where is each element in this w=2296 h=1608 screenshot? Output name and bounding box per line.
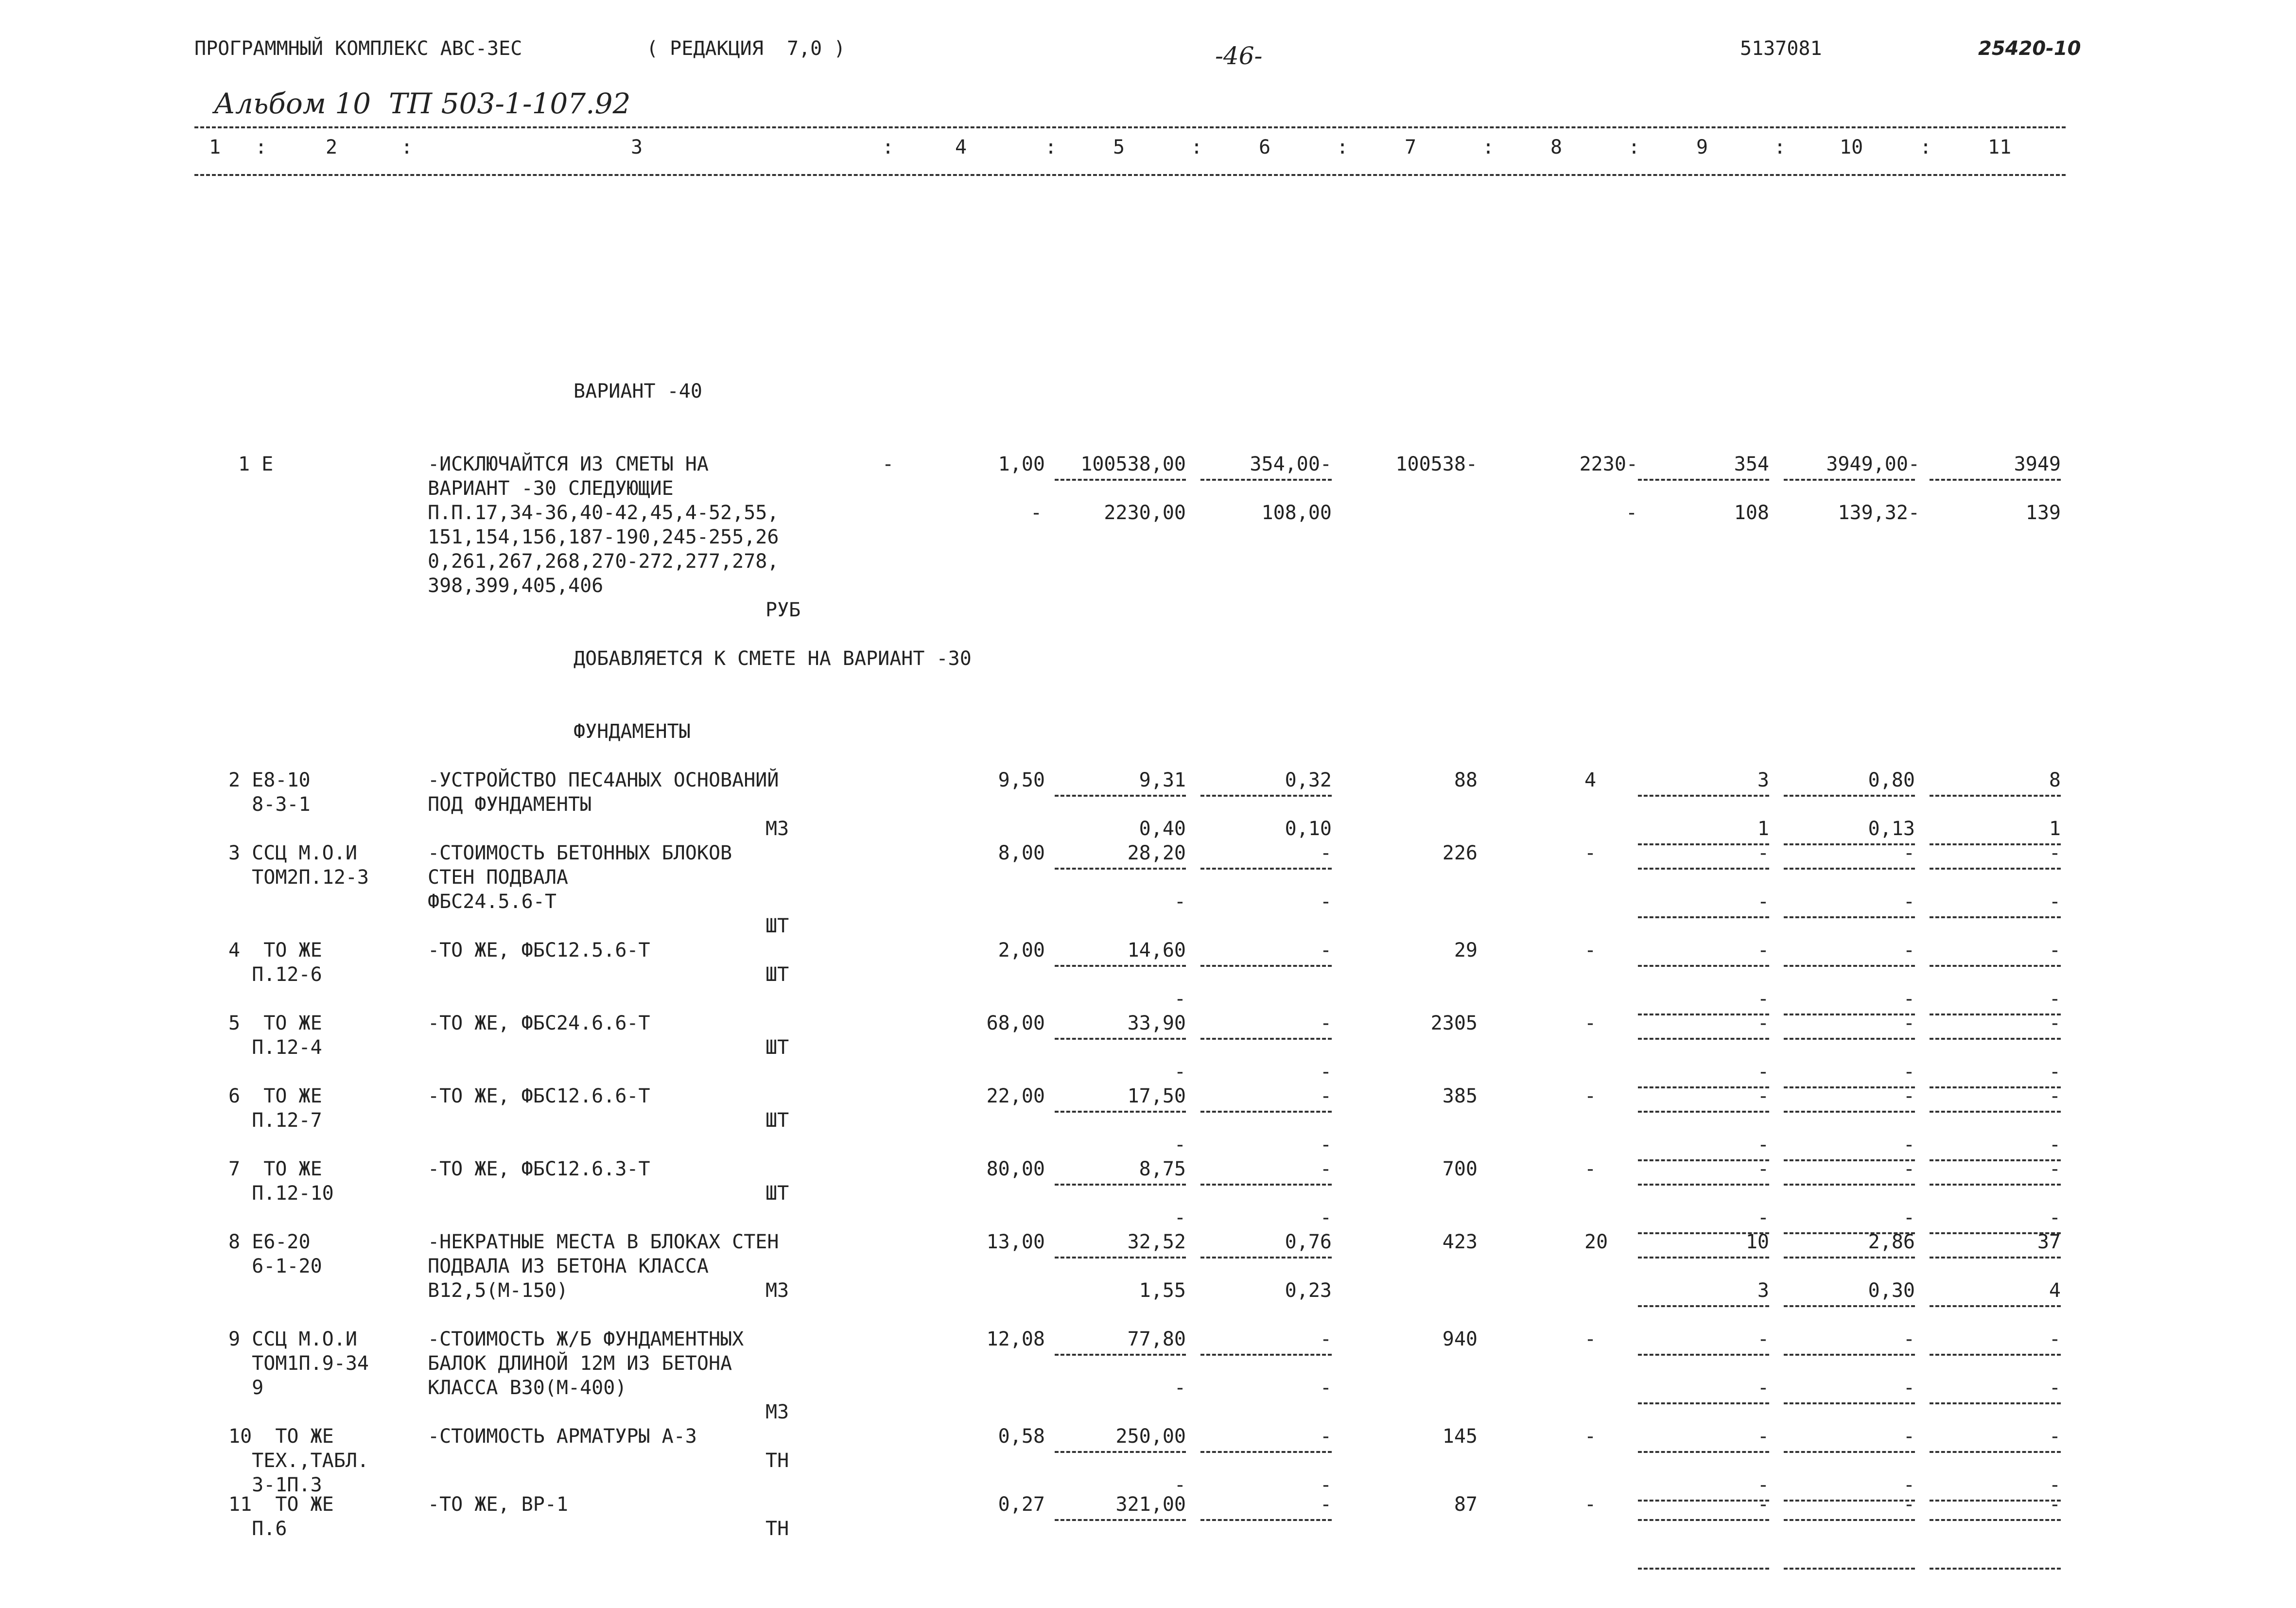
cell-col8: -	[1584, 842, 1597, 864]
cell-divider	[1200, 795, 1332, 797]
col-header: 10	[1840, 136, 1863, 158]
cell-col8: 20	[1584, 1231, 1608, 1253]
cell-divider	[1200, 1257, 1332, 1258]
row-description: -СТОИМОСТЬ Ж/Б ФУНДАМЕНТНЫХ БАЛОК ДЛИНОЙ 12М ИЗ БЕТОНА КЛАССА В30(М-400)	[428, 1328, 744, 1399]
cell-col9-sub: -	[1757, 1061, 1769, 1083]
cell-divider	[1930, 1257, 2061, 1258]
cell-col11: -	[2049, 939, 2061, 961]
cell-divider	[1784, 868, 1915, 870]
row-unit: ШТ	[765, 1036, 789, 1059]
cell-divider	[1638, 868, 1769, 870]
cell-col9-sub: -	[1757, 1377, 1769, 1399]
cell-divider	[1930, 1451, 2061, 1453]
cell-divider	[1930, 1402, 2061, 1404]
program-name: ПРОГРАММНЫЙ КОМПЛЕКС АВС-3ЕС	[194, 37, 522, 60]
cell-col9: -	[1757, 1328, 1769, 1350]
row-unit: ТН	[765, 1518, 789, 1540]
cell-col5-sub: -	[1174, 988, 1186, 1010]
row-code: 11 ТО ЖЕ П.6	[228, 1493, 334, 1540]
cell-col6: -	[1320, 1493, 1332, 1516]
cell-col8: -	[1584, 1328, 1597, 1350]
cell-col6-sub: -	[1320, 1474, 1332, 1496]
row-code: 9 ССЦ М.О.И ТОМ1П.9-34 9	[228, 1328, 369, 1399]
cell-col7: 145	[1442, 1425, 1478, 1448]
col-header: 5	[1113, 136, 1125, 158]
row-unit: ШТ	[765, 1109, 789, 1132]
row-quantity: 0,27	[998, 1493, 1045, 1516]
cell-divider	[1930, 1111, 2061, 1113]
cell-col9: -	[1757, 1085, 1769, 1107]
cell-col10: -	[1903, 939, 1915, 961]
cell-col6-sub: -	[1320, 891, 1332, 913]
cell-col6-sub: -	[1320, 1134, 1332, 1156]
cell-col11-sub: -	[2049, 1134, 2061, 1156]
row-unit: М3	[765, 1279, 789, 1302]
cell-col5: 17,50	[1127, 1085, 1186, 1107]
row-quantity: 8,00	[998, 842, 1045, 864]
cell-divider	[1638, 1305, 1769, 1307]
row-code: 3 ССЦ М.О.И ТОМ2П.12-3	[228, 842, 369, 889]
cell-col10: 2,86	[1868, 1231, 1915, 1253]
cell-divider	[1055, 1184, 1186, 1186]
cell-col10: -	[1903, 1328, 1915, 1350]
cell-col7: 226	[1442, 842, 1478, 864]
cell-col5-sub: 0,40	[1139, 818, 1186, 840]
header-rule-top	[194, 126, 2066, 128]
cell-col6-sub: -	[1320, 1206, 1332, 1229]
cell-col7: 700	[1442, 1158, 1478, 1180]
cell-col10-sub: 0,13	[1868, 818, 1915, 840]
col-header: 7	[1405, 136, 1417, 158]
cell-col7: 87	[1454, 1493, 1478, 1516]
cell-col6: 0,76	[1285, 1231, 1332, 1253]
cell-col10: -	[1903, 1012, 1915, 1034]
cell-col6: -	[1320, 1425, 1332, 1448]
row-quantity: 13,00	[986, 1231, 1045, 1253]
cell-divider	[1638, 1257, 1769, 1258]
cell-col9-sub: -	[1757, 1134, 1769, 1156]
cell-col5: 77,80	[1127, 1328, 1186, 1350]
row-description: -ТО ЖЕ, ФБС12.5.6-Т	[428, 939, 650, 961]
cell-col9: 3	[1757, 769, 1769, 791]
cell-col11-sub: 4	[2049, 1279, 2061, 1302]
cell-col6: -	[1320, 939, 1332, 961]
album-reference: Альбом 10 ТП 503-1-107.92	[214, 87, 631, 120]
cell-col10-sub: -	[1903, 1134, 1915, 1156]
cell-divider	[1930, 795, 2061, 797]
cell-divider	[1200, 1184, 1332, 1186]
cell-col8: -	[1584, 1085, 1597, 1107]
cell-col11: -	[2049, 1158, 2061, 1180]
cell-divider	[1055, 1519, 1186, 1521]
cell-divider	[1784, 1305, 1915, 1307]
cell-divider	[1930, 1305, 2061, 1307]
cell-col11-sub: -	[2049, 1061, 2061, 1083]
cell-col8: -	[1584, 1012, 1597, 1034]
section-title: ФУНДАМЕНТЫ	[574, 720, 691, 743]
cell-col11-sub: 1	[2049, 818, 2061, 840]
col-header: 1	[209, 136, 221, 158]
cell-divider	[1200, 1038, 1332, 1040]
cell-col10-sub: -	[1903, 1206, 1915, 1229]
row-unit: М3	[765, 818, 789, 840]
cell-col7: 385	[1442, 1085, 1478, 1107]
cell-col11-sub: -	[2049, 1474, 2061, 1496]
cell-col11-sub: -	[2049, 988, 2061, 1010]
cell-col9-sub: -	[1757, 891, 1769, 913]
cell-col6: -	[1320, 1085, 1332, 1107]
col-header: 6	[1259, 136, 1271, 158]
cell-col9-sub: -	[1757, 1474, 1769, 1496]
cell-col5-sub: 1,55	[1139, 1279, 1186, 1302]
cell-col11: -	[2049, 1085, 2061, 1107]
cell-divider	[1055, 795, 1186, 797]
col-header: 2	[326, 136, 338, 158]
cell-col7: 2305	[1430, 1012, 1478, 1034]
cell-divider	[1200, 1111, 1332, 1113]
cell-col9: -	[1757, 842, 1769, 864]
cell-divider	[1055, 868, 1186, 870]
cell-col9: -	[1757, 1425, 1769, 1448]
cell-divider	[1638, 1519, 1769, 1521]
cell-divider	[1055, 1257, 1186, 1258]
row-description: -ИСКЛЮЧАЙТСЯ ИЗ СМЕТЫ НА ВАРИАНТ -30 СЛЕДУЮЩИЕ П.П.17,34-36,40-42,45,4-52,55, 151,154,156,187-190,245-255,26 0,261,267,268,270-272,277,278, 398,399,405,406	[428, 453, 779, 597]
cell-col5: 28,20	[1127, 842, 1186, 864]
cell-col11-sub: -	[2049, 1377, 2061, 1399]
row-code: 7 ТО ЖЕ П.12-10	[228, 1158, 334, 1205]
cell-col10: -	[1903, 842, 1915, 864]
row-quantity: 1,00	[998, 453, 1045, 475]
cell-col5: 9,31	[1139, 769, 1186, 791]
cell-col11-sub: -	[2049, 891, 2061, 913]
row-quantity: 9,50	[998, 769, 1045, 791]
cell-divider	[1638, 916, 1769, 918]
cell-col6-sub: -	[1320, 1061, 1332, 1083]
row-code: 8 Е6-20 6-1-20	[228, 1231, 322, 1277]
row-description: -СТОИМОСТЬ АРМАТУРЫ А-3	[428, 1425, 697, 1448]
row-quantity: 12,08	[986, 1328, 1045, 1350]
doc-code: 5137081	[1740, 37, 1822, 60]
cell-col5: 33,90	[1127, 1012, 1186, 1034]
cell-col10-sub: 0,30	[1868, 1279, 1915, 1302]
cell-divider	[1055, 1354, 1186, 1356]
row-code: 10 ТО ЖЕ ТЕХ.,ТАБЛ. 3-1П.3	[228, 1425, 369, 1496]
added-section-title: ДОБАВЛЯЕТСЯ К СМЕТЕ НА ВАРИАНТ -30	[574, 647, 972, 670]
row-unit: ШТ	[765, 963, 789, 986]
cell-divider	[1784, 1354, 1915, 1356]
cell-divider	[1638, 795, 1769, 797]
cell-col6: -	[1320, 842, 1332, 864]
cell-divider	[1200, 1519, 1332, 1521]
col-header: 3	[631, 136, 643, 158]
col-header: 8	[1550, 136, 1563, 158]
cell-col5-sub: -	[1174, 1134, 1186, 1156]
row-quantity: 22,00	[986, 1085, 1045, 1107]
cell-col11: 8	[2049, 769, 2061, 791]
row-code: 4 ТО ЖЕ П.12-6	[228, 939, 322, 986]
cell-divider	[1784, 1111, 1915, 1113]
cell-col11: -	[2049, 842, 2061, 864]
col-header: 4	[955, 136, 967, 158]
row-unit: М3	[765, 1401, 789, 1423]
cell-divider	[1638, 1451, 1769, 1453]
cell-col8: -	[1584, 1425, 1597, 1448]
cell-col6: -	[1320, 1158, 1332, 1180]
cell-divider	[1638, 1038, 1769, 1040]
cell-col9: 10	[1745, 1231, 1769, 1253]
row-description: -УСТРОЙСТВО ПЕС4АНЫХ ОСНОВАНИЙ ПОД ФУНДАМЕНТЫ	[428, 769, 779, 816]
cell-divider	[1930, 1038, 2061, 1040]
row-description: -ТО ЖЕ, ФБС12.6.3-Т	[428, 1158, 650, 1180]
cell-col9: -	[1757, 1158, 1769, 1180]
cell-divider	[1784, 1184, 1915, 1186]
cell-col9-sub: -	[1757, 1206, 1769, 1229]
row-description: -ТО ЖЕ, ВР-1	[428, 1493, 568, 1516]
cell-col6-sub: -	[1320, 1377, 1332, 1399]
cell-col5-sub: -	[1174, 1377, 1186, 1399]
cell-col9: -	[1757, 939, 1769, 961]
cell-divider	[1055, 1111, 1186, 1113]
cell-col10: -	[1903, 1425, 1915, 1448]
cell-col8: -	[1584, 1493, 1597, 1516]
cell-divider	[1784, 1402, 1915, 1404]
cell-col10-sub: -	[1903, 988, 1915, 1010]
cell-col10-sub: -	[1903, 1061, 1915, 1083]
cell-divider	[1055, 965, 1186, 967]
cell-divider	[1784, 795, 1915, 797]
cell-divider	[1784, 1519, 1915, 1521]
cell-col6: -	[1320, 1328, 1332, 1350]
cell-col6-sub: 0,10	[1285, 818, 1332, 840]
cell-divider	[1784, 1451, 1915, 1453]
cell-divider	[1930, 965, 2061, 967]
cell-col6: -	[1320, 1012, 1332, 1034]
variant-title: ВАРИАНТ -40	[574, 380, 702, 402]
cell-divider	[1784, 965, 1915, 967]
cell-divider	[1784, 1257, 1915, 1258]
cell-col11: -	[2049, 1328, 2061, 1350]
cell-divider	[1930, 1184, 2061, 1186]
cell-divider	[1930, 868, 2061, 870]
cell-col11: -	[2049, 1012, 2061, 1034]
cell-divider	[1930, 916, 2061, 918]
cell-col7: 423	[1442, 1231, 1478, 1253]
cell-divider	[1638, 1111, 1769, 1113]
cell-col9: -	[1757, 1493, 1769, 1516]
cell-col9-sub: 1	[1757, 818, 1769, 840]
cell-col8: -	[1584, 939, 1597, 961]
cell-divider	[1638, 1184, 1769, 1186]
row-quantity: 0,58	[998, 1425, 1045, 1448]
cell-col7: 29	[1454, 939, 1478, 961]
cell-divider	[1930, 1354, 2061, 1356]
row-description: -ТО ЖЕ, ФБС12.6.6-Т	[428, 1085, 650, 1107]
cell-col10-sub: -	[1903, 1377, 1915, 1399]
cell-col11: -	[2049, 1493, 2061, 1516]
cell-col5-sub: -	[1174, 1474, 1186, 1496]
cell-col9-sub: -	[1757, 988, 1769, 1010]
cell-col10-sub: -	[1903, 891, 1915, 913]
cell-divider	[1784, 916, 1915, 918]
cell-col10: -	[1903, 1085, 1915, 1107]
cell-col6: 0,32	[1285, 769, 1332, 791]
cell-col5-sub: -	[1174, 1061, 1186, 1083]
cell-col9-sub: 3	[1757, 1279, 1769, 1302]
cell-divider	[1638, 1568, 1769, 1570]
row-code: 5 ТО ЖЕ П.12-4	[228, 1012, 322, 1059]
cell-col5: 250,00	[1115, 1425, 1186, 1448]
page-number: -46-	[1215, 42, 1263, 70]
col-header: 11	[1988, 136, 2012, 158]
cell-col6-sub: 0,23	[1285, 1279, 1332, 1302]
row-code: 2 Е8-10 8-3-1	[228, 769, 311, 816]
cell-divider	[1055, 1451, 1186, 1453]
cell-divider	[1930, 1568, 2061, 1570]
cell-divider	[1200, 965, 1332, 967]
row-description: -ТО ЖЕ, ФБС24.6.6-Т	[428, 1012, 650, 1034]
cell-divider	[1200, 1451, 1332, 1453]
cell-divider	[1784, 1568, 1915, 1570]
cell-col10: -	[1903, 1158, 1915, 1180]
cell-divider	[1784, 1038, 1915, 1040]
row-unit: ШТ	[765, 1182, 789, 1205]
header-rule-bottom	[194, 174, 2066, 176]
row-code: 6 ТО ЖЕ П.12-7	[228, 1085, 322, 1132]
cell-col7: 940	[1442, 1328, 1478, 1350]
cell-divider	[1638, 965, 1769, 967]
cell-divider	[1055, 1038, 1186, 1040]
cell-divider	[1638, 1402, 1769, 1404]
archive-stamp: 25420-10	[1978, 37, 2081, 60]
edition-label: ( РЕДАКЦИЯ 7,0 )	[646, 37, 846, 60]
row-quantity: 80,00	[986, 1158, 1045, 1180]
cell-col8: -	[1584, 1158, 1597, 1180]
row-quantity: 68,00	[986, 1012, 1045, 1034]
cell-col11-sub: -	[2049, 1206, 2061, 1229]
row-unit: РУБ	[765, 599, 801, 621]
row-description: -СТОИМОСТЬ БЕТОННЫХ БЛОКОВ СТЕН ПОДВАЛА ФБС24.5.6-Т	[428, 842, 732, 913]
cell-col10-sub: -	[1903, 1474, 1915, 1496]
cell-divider	[1638, 1354, 1769, 1356]
cell-col11: -	[2049, 1425, 2061, 1448]
cell-col11: 37	[2037, 1231, 2061, 1253]
cell-divider	[1200, 1354, 1332, 1356]
row-quantity: 2,00	[998, 939, 1045, 961]
cell-col5: 14,60	[1127, 939, 1186, 961]
cell-col7: 88	[1454, 769, 1478, 791]
cell-divider	[1930, 1519, 2061, 1521]
cell-col9: -	[1757, 1012, 1769, 1034]
row-unit: ТН	[765, 1450, 789, 1472]
row-description: -НЕКРАТНЫЕ МЕСТА В БЛОКАХ СТЕН ПОДВАЛА ИЗ БЕТОНА КЛАССА В12,5(М-150)	[428, 1231, 779, 1302]
cell-col5-sub: -	[1174, 891, 1186, 913]
cell-col8: 4	[1584, 769, 1597, 791]
cell-col10: 0,80	[1868, 769, 1915, 791]
row-unit: ШТ	[765, 915, 789, 937]
cell-col5: 8,75	[1139, 1158, 1186, 1180]
cell-divider	[1200, 868, 1332, 870]
cell-col5: 32,52	[1127, 1231, 1186, 1253]
cell-col5: 321,00	[1115, 1493, 1186, 1516]
cell-col5-sub: -	[1174, 1206, 1186, 1229]
col-header: 9	[1696, 136, 1708, 158]
row-code: 1 Е	[238, 453, 274, 475]
cell-col10: -	[1903, 1493, 1915, 1516]
